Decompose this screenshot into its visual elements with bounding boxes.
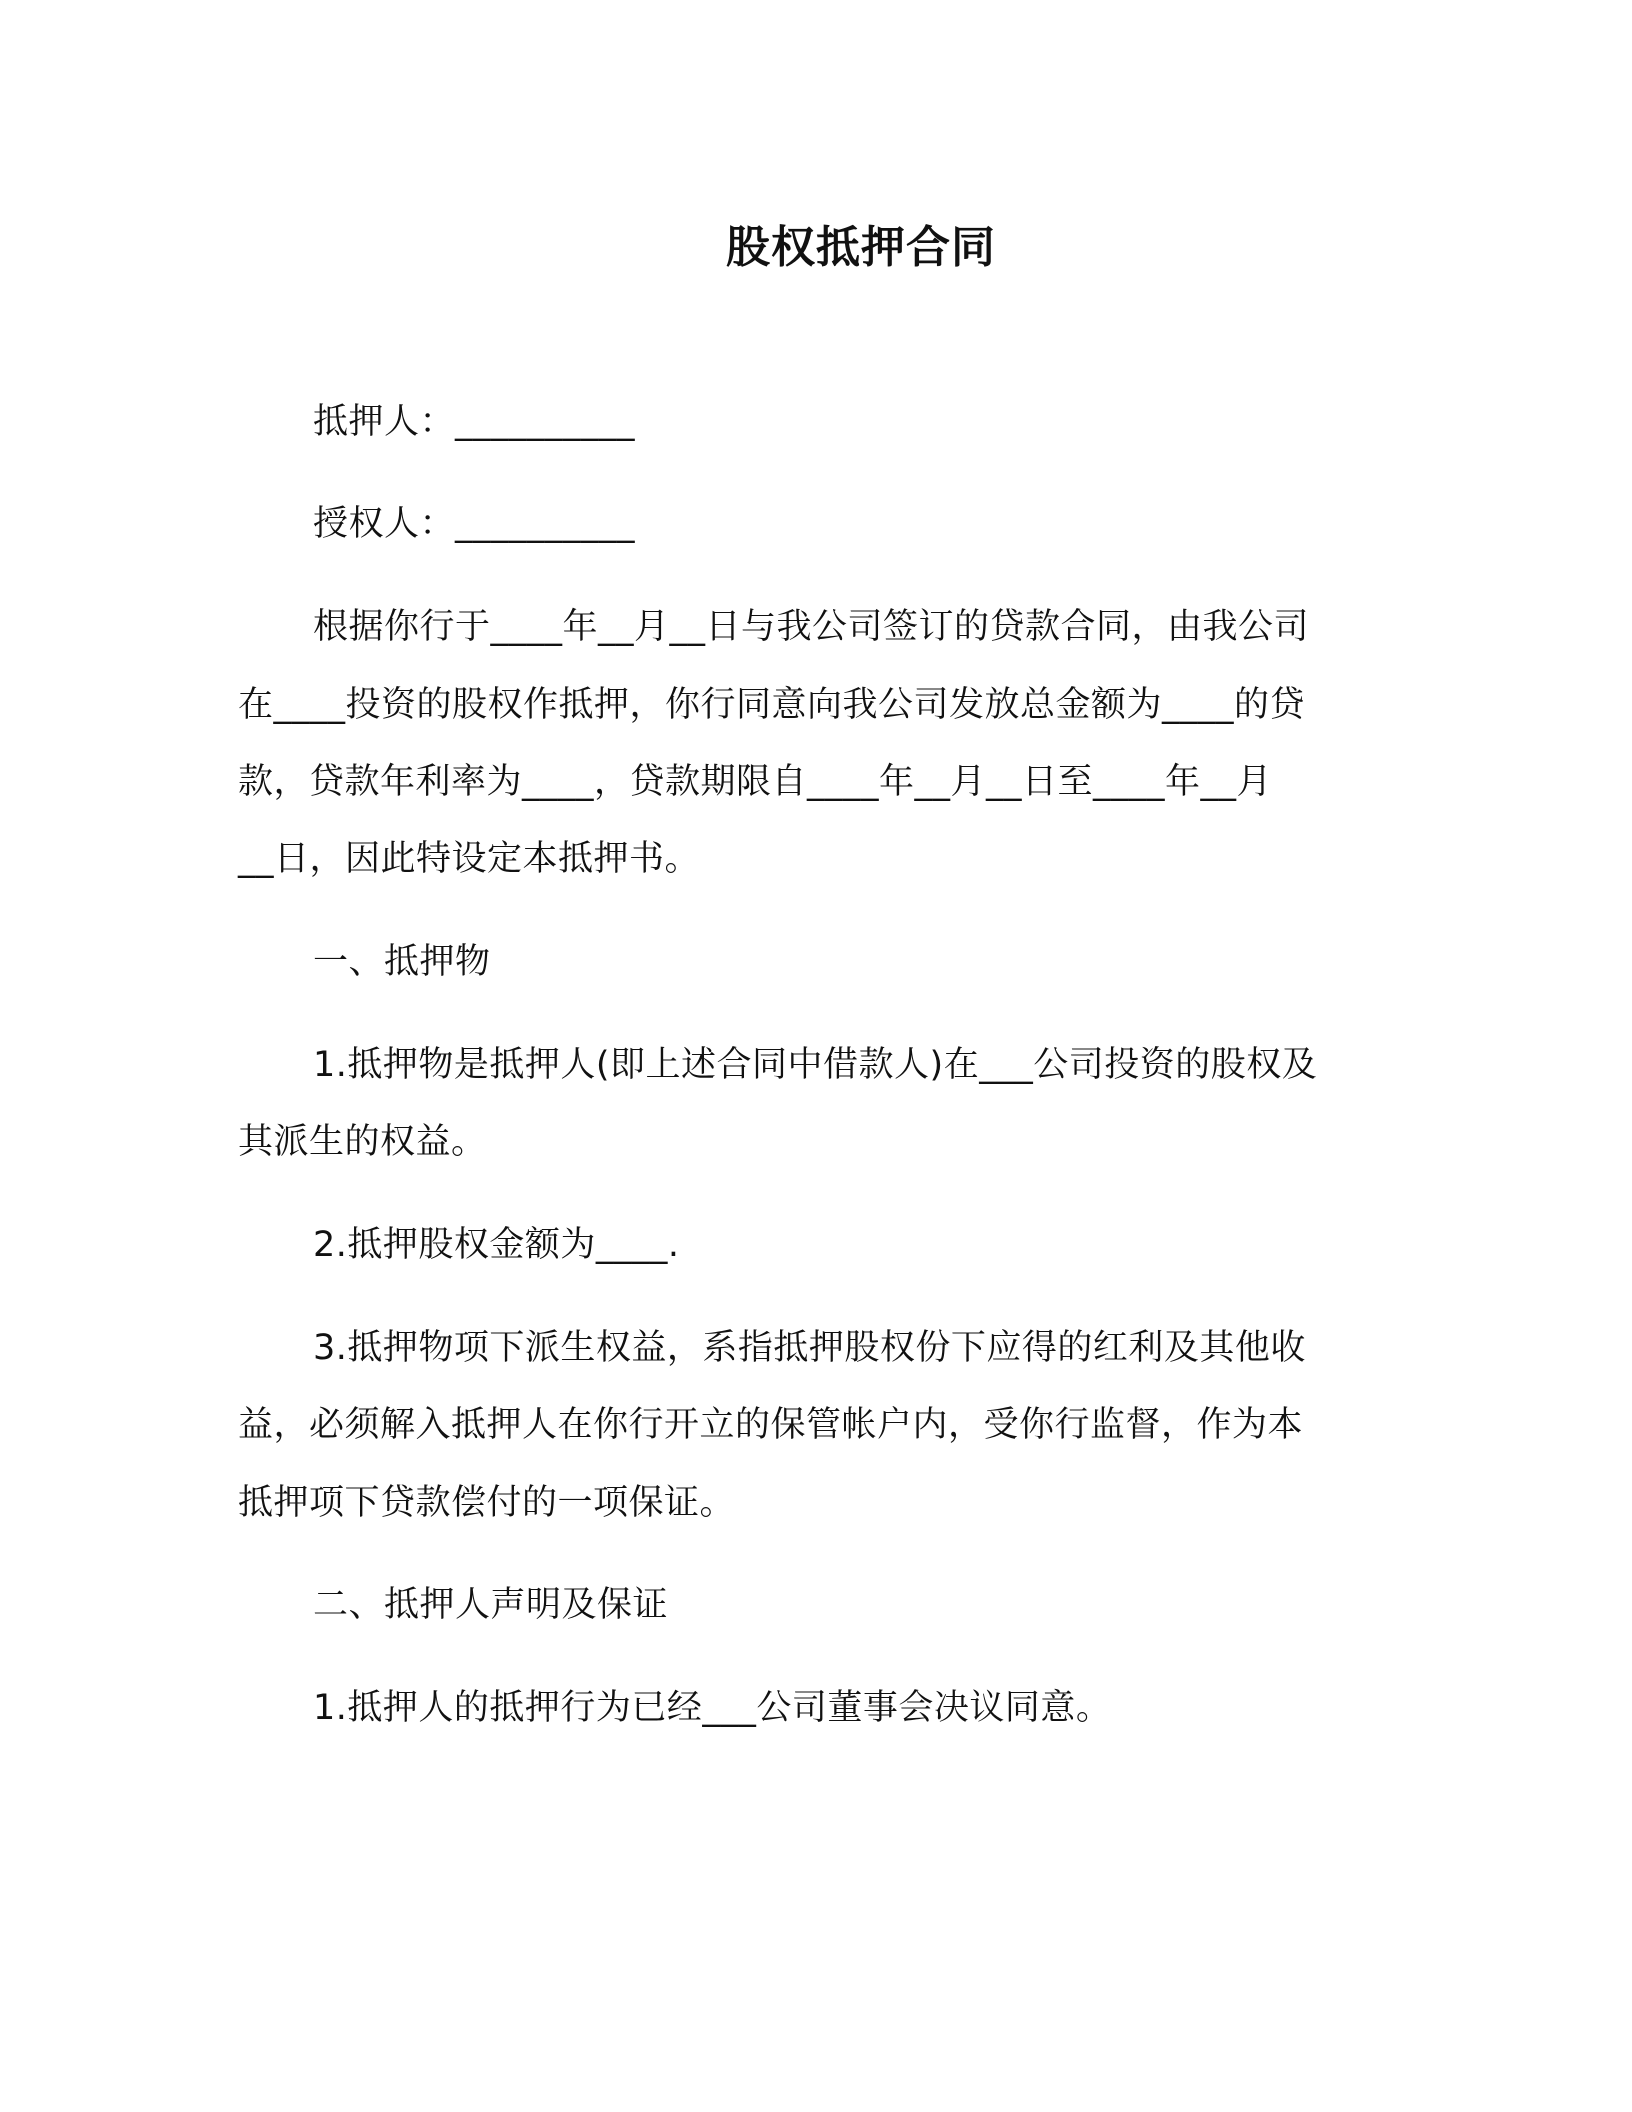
document-title: 股权抵押合同	[726, 222, 996, 273]
section-2-item-1: 1.抵押人的抵押行为已经___公司董事会决议同意。	[313, 1688, 1112, 1728]
authorizer-line: 授权人：__________	[313, 504, 636, 544]
section-1-item-1-line-2: 其派生的权益。	[238, 1122, 487, 1162]
preamble-line-4: __日，因此特设定本抵押书。	[238, 839, 701, 879]
section-1-item-2: 2.抵押股权金额为____.	[313, 1225, 680, 1265]
section-1-heading: 一、抵押物	[313, 942, 491, 982]
mortgagor-line: 抵押人：__________	[313, 402, 636, 442]
section-1-item-1-line-1: 1.抵押物是抵押人(即上述合同中借款人)在___公司投资的股权及	[313, 1045, 1318, 1085]
section-1-item-3-line-2: 益，必须解入抵押人在你行开立的保管帐户内，受你行监督，作为本	[238, 1405, 1304, 1445]
preamble-line-1: 根据你行于____年__月__日与我公司签订的贷款合同，由我公司	[313, 607, 1310, 647]
preamble-line-3: 款，贷款年利率为____，贷款期限自____年__月__日至____年__月	[238, 762, 1273, 802]
section-1-item-3-line-1: 3.抵押物项下派生权益，系指抵押股权份下应得的红利及其他收	[313, 1328, 1306, 1368]
section-1-item-3-line-3: 抵押项下贷款偿付的一项保证。	[238, 1483, 736, 1523]
section-2-heading: 二、抵押人声明及保证	[313, 1585, 669, 1625]
preamble-line-2: 在____投资的股权作抵押，你行同意向我公司发放总金额为____的贷	[238, 685, 1306, 725]
